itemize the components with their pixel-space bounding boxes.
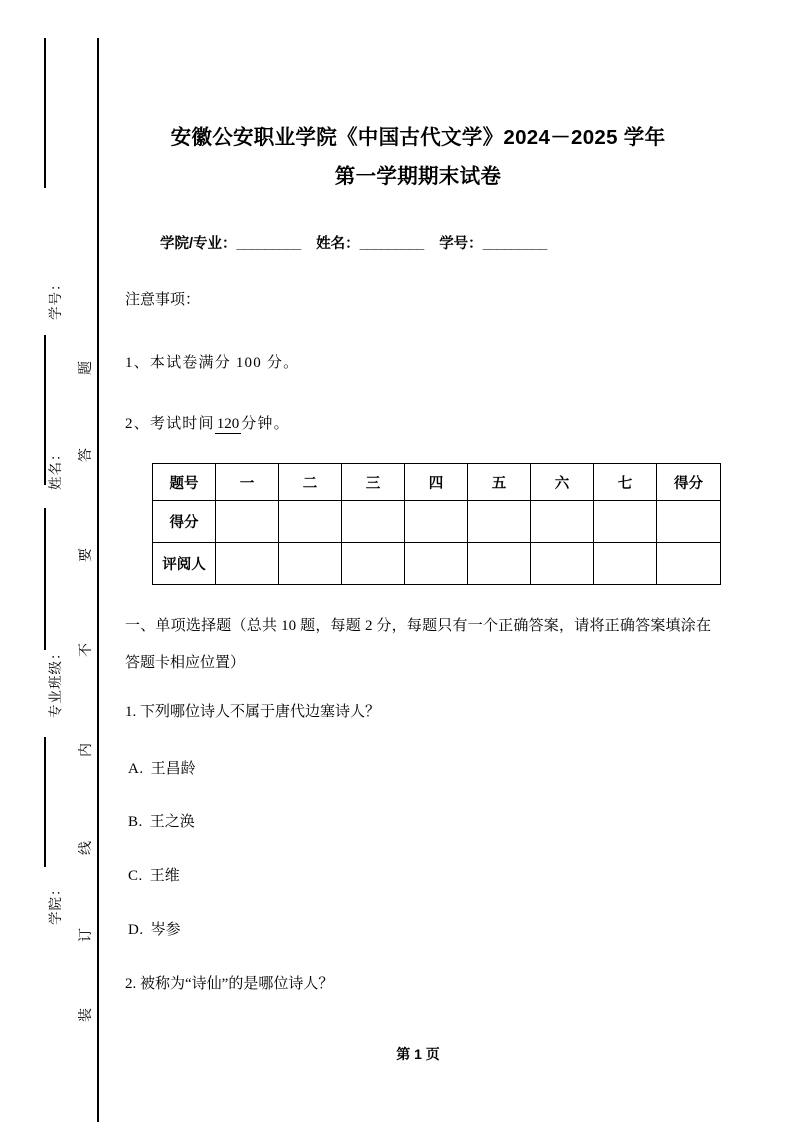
score-cell[interactable] <box>468 543 531 585</box>
page-title-line-1: 安徽公安职业学院《中国古代文学》2024－2025 学年 <box>170 126 666 149</box>
note-item-2 <box>125 412 290 433</box>
score-cell[interactable] <box>594 501 657 543</box>
score-cell[interactable] <box>279 501 342 543</box>
score-cell[interactable] <box>342 501 405 543</box>
score-table-header-cell: 得分 <box>657 464 721 501</box>
page-footer: 第 1 页 <box>396 1046 440 1062</box>
question-1-option-b[interactable] <box>128 810 195 831</box>
table-row <box>153 501 721 543</box>
score-cell[interactable] <box>405 543 468 585</box>
college-major-input[interactable]: _________ <box>236 236 301 252</box>
page-title <box>125 118 711 196</box>
score-table <box>152 463 721 585</box>
score-cell[interactable] <box>279 543 342 585</box>
option-key: D. <box>128 922 144 938</box>
option-value: 王昌龄 <box>150 761 196 777</box>
exam-duration-value: 120 <box>216 416 240 432</box>
option-key: B. <box>128 814 143 830</box>
name-label: 姓名： <box>316 236 360 252</box>
question-1-option-c[interactable] <box>128 864 180 885</box>
score-cell[interactable] <box>657 543 721 585</box>
sidebar-field-strip <box>0 0 97 1122</box>
question-text: 被称为“诗仙”的是哪位诗人？ <box>140 976 334 992</box>
option-key: C. <box>128 868 143 884</box>
question-text: 下列哪位诗人不属于唐代边塞诗人？ <box>140 704 381 720</box>
sidebar-field-rule <box>44 38 46 188</box>
score-table-header-cell: 一 <box>216 464 279 501</box>
question-number: 1. <box>125 704 137 720</box>
option-value: 岑参 <box>150 922 181 938</box>
score-row-label: 得分 <box>153 501 216 543</box>
notes-heading: 注意事项： <box>125 292 201 308</box>
score-cell[interactable] <box>216 501 279 543</box>
score-table-header-cell: 题号 <box>153 464 216 501</box>
seal-char-yao: 要 <box>79 548 94 562</box>
sidebar-field-rule <box>44 508 46 650</box>
option-key: A. <box>128 761 144 777</box>
sidebar-label-college: 学院： <box>48 881 63 925</box>
college-major-label: 学院/专业： <box>160 236 237 252</box>
seal-char-xian: 线 <box>79 841 94 855</box>
question-1-option-a[interactable] <box>128 757 196 778</box>
page-title-line-2: 第一学期期末试卷 <box>334 165 502 188</box>
sidebar-field-rule <box>44 737 46 867</box>
sidebar-label-name: 姓名： <box>48 446 63 490</box>
seal-char-ding: 订 <box>79 928 94 942</box>
student-info-line <box>160 232 720 253</box>
note-item-2-suffix: 分钟。 <box>241 416 290 432</box>
table-row-header <box>153 464 721 501</box>
score-table-header-cell: 七 <box>594 464 657 501</box>
score-table-header-cell: 六 <box>531 464 594 501</box>
score-row-label: 评阅人 <box>153 543 216 585</box>
sidebar-label-student-id: 学号： <box>48 276 63 320</box>
question-1 <box>125 700 380 721</box>
score-cell[interactable] <box>594 543 657 585</box>
note-item-2-prefix: 2、考试时间 <box>125 416 215 432</box>
student-id-input[interactable]: _________ <box>482 236 547 252</box>
student-id-label: 学号： <box>439 236 483 252</box>
score-table-header-cell: 三 <box>342 464 405 501</box>
name-input[interactable]: _________ <box>359 236 424 252</box>
note-item-1: 1、本试卷满分 100 分。 <box>125 355 300 371</box>
seal-char-ti: 题 <box>79 361 94 375</box>
score-cell[interactable] <box>531 501 594 543</box>
question-number: 2. <box>125 976 137 992</box>
score-cell[interactable] <box>657 501 721 543</box>
score-cell[interactable] <box>405 501 468 543</box>
margin-vertical-rule <box>97 38 99 1122</box>
seal-char-bu: 不 <box>79 643 94 657</box>
section-heading: 一、单项选择题（总共 10 题，每题 2 分，每题只有一个正确答案，请将正确答案填涂在答题卡相应位置） <box>125 618 711 671</box>
score-cell[interactable] <box>531 543 594 585</box>
score-table-header-cell: 五 <box>468 464 531 501</box>
score-cell[interactable] <box>342 543 405 585</box>
seal-char-nei: 内 <box>79 743 94 757</box>
score-table-header-cell: 四 <box>405 464 468 501</box>
seal-char-da: 答 <box>79 448 94 462</box>
score-table-header-cell: 二 <box>279 464 342 501</box>
option-value: 王之涣 <box>149 814 195 830</box>
table-row <box>153 543 721 585</box>
score-cell[interactable] <box>468 501 531 543</box>
question-1-option-d[interactable] <box>128 918 181 939</box>
sidebar-label-class: 专业班级： <box>48 645 63 718</box>
option-value: 王维 <box>149 868 180 884</box>
score-cell[interactable] <box>216 543 279 585</box>
seal-char-zhuang: 装 <box>79 1008 94 1022</box>
question-2 <box>125 972 333 993</box>
